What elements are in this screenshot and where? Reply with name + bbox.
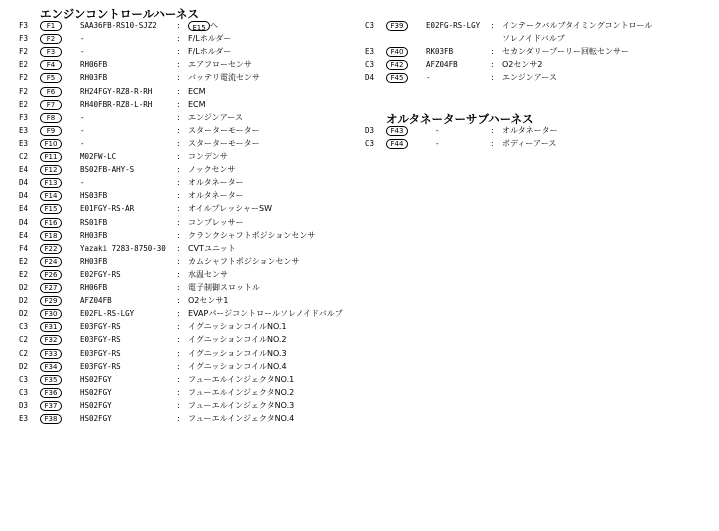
description: O2センサ1	[188, 296, 229, 306]
connector-badge: E15	[188, 21, 210, 31]
connector-row	[0, 413, 340, 425]
grid-ref: F2	[19, 73, 29, 83]
grid-ref: D3	[365, 126, 375, 135]
connector-row	[0, 256, 340, 268]
grid-ref: D4	[365, 73, 375, 83]
part-number: E03FGY-RS	[80, 335, 121, 345]
connector-badge: F32	[40, 335, 62, 345]
description: スターターモーター	[188, 125, 260, 135]
description: フューエルインジェクタNO.2	[188, 387, 295, 397]
connector-badge: F29	[40, 296, 62, 306]
connector-badge: F2	[40, 34, 62, 44]
description: エンジンアース	[502, 73, 557, 83]
colon: :	[177, 152, 180, 161]
grid-ref: F2	[19, 86, 29, 96]
connector-badge: F22	[40, 244, 62, 254]
colon: :	[177, 243, 180, 253]
description: カムシャフトポジションセンサ	[188, 256, 300, 266]
part-number: RK03FB	[426, 47, 454, 57]
connector-badge: F37	[40, 401, 62, 411]
description: イグニッションコイルNO.3	[188, 348, 287, 358]
connector-row	[0, 177, 340, 189]
connector-badge: F33	[40, 349, 62, 359]
description: 電子制御スロットル	[188, 283, 260, 292]
grid-ref: D2	[19, 309, 29, 319]
description: O2センサ2	[502, 60, 543, 70]
colon: :	[177, 165, 180, 175]
description: オルタネーター	[502, 126, 558, 135]
description: コンデンサ	[188, 152, 228, 161]
connector-row	[0, 151, 340, 163]
connector-row	[0, 361, 340, 373]
description: ECM	[188, 86, 206, 96]
part-number: HS03FB	[80, 191, 108, 201]
grid-ref: D4	[19, 217, 29, 227]
connector-badge: F43	[386, 126, 408, 136]
connector-badge: F3	[40, 47, 62, 57]
colon: :	[177, 73, 180, 83]
description: バッテリ電流センサ	[188, 73, 260, 83]
part-number: -	[80, 125, 85, 135]
colon: :	[491, 60, 494, 70]
part-number: HS02FGY	[80, 387, 112, 397]
part-number: RH03FB	[80, 230, 108, 240]
connector-row	[0, 282, 340, 294]
colon: :	[177, 217, 180, 227]
part-number: E01FGY-RS-AR	[80, 204, 135, 214]
part-number: -	[80, 47, 85, 57]
grid-ref: F3	[19, 112, 29, 122]
connector-row	[0, 72, 719, 84]
part-number: E02FL-RS-LGY	[80, 309, 135, 319]
connector-row	[0, 308, 343, 320]
connector-row	[0, 112, 340, 124]
connector-badge: F42	[386, 60, 408, 70]
connector-row	[0, 33, 719, 45]
colon: :	[177, 138, 180, 148]
grid-ref: D4	[19, 178, 29, 188]
colon: :	[177, 21, 180, 30]
part-number: HS02FGY	[80, 414, 112, 423]
connector-badge: F8	[40, 113, 62, 123]
grid-ref: C3	[19, 322, 29, 332]
part-number: RH03FB	[80, 256, 108, 266]
colon: :	[177, 387, 180, 397]
connector-badge: F13	[40, 178, 62, 188]
connector-badge: F30	[40, 309, 62, 319]
part-number: E03FGY-RS	[80, 361, 121, 371]
colon: :	[177, 86, 180, 96]
description: エンジンアース	[188, 112, 243, 122]
description: EVAPパージコントロールソレノイドバルブ	[188, 309, 343, 319]
colon: :	[177, 348, 180, 358]
grid-ref: E3	[19, 414, 29, 423]
connector-row	[0, 164, 340, 176]
grid-ref: E2	[19, 256, 29, 266]
part-number: -	[80, 34, 85, 44]
connector-row	[0, 46, 719, 58]
part-number: AFZ04FB	[426, 60, 458, 70]
part-number: E02FG-RS-LGY	[426, 21, 481, 30]
description: ボディーアース	[502, 139, 557, 149]
connector-row	[0, 217, 340, 229]
grid-ref: F2	[19, 47, 29, 57]
colon: :	[177, 60, 180, 70]
colon: :	[177, 361, 180, 371]
grid-ref: C3	[365, 60, 375, 70]
colon: :	[177, 178, 180, 188]
description: オイルプレッシャーSW	[188, 204, 273, 214]
description: オルタネーター	[188, 178, 244, 188]
colon: :	[177, 374, 180, 384]
part-number: -	[80, 138, 85, 148]
part-number: -	[426, 73, 431, 83]
grid-ref: C2	[19, 152, 29, 161]
grid-ref: C3	[19, 374, 29, 384]
engine-control-harness-title: エンジンコントロールハーネス	[40, 7, 199, 21]
description: ノックセンサ	[188, 165, 236, 175]
description: 水温センサ	[188, 269, 228, 279]
grid-ref: D4	[19, 191, 29, 201]
part-number: RH06FB	[80, 60, 108, 70]
colon: :	[177, 283, 180, 292]
part-number: BS02FB-AHY-S	[80, 165, 135, 175]
colon: :	[177, 335, 180, 345]
part-number: Yazaki 7283-8750-30	[80, 243, 166, 253]
description: コンプレッサー	[188, 217, 244, 227]
connector-row	[0, 125, 719, 137]
part-number: RH06FB	[80, 283, 108, 292]
connector-badge: F36	[40, 388, 62, 398]
connector-badge: F18	[40, 231, 62, 241]
grid-ref: C3	[19, 387, 29, 397]
description: クランクシャフトポジションセンサ	[188, 230, 316, 240]
grid-ref: E2	[19, 269, 29, 279]
part-number: SAA36FB-RS10-SJZ2	[80, 21, 157, 30]
colon: :	[491, 139, 494, 149]
connector-row	[0, 20, 719, 32]
description: エアフローセンサ	[188, 60, 252, 70]
grid-ref: E2	[19, 99, 29, 109]
connector-badge: F40	[386, 47, 408, 57]
description: F/Lホルダー	[188, 34, 232, 44]
grid-ref: C2	[19, 335, 29, 345]
connector-row	[0, 334, 340, 346]
description: フューエルインジェクタNO.1	[188, 374, 295, 384]
grid-ref: F3	[19, 21, 29, 30]
part-number: -	[80, 178, 85, 188]
colon: :	[491, 47, 494, 57]
connector-row	[0, 400, 340, 412]
description-suffix: へ	[210, 21, 218, 30]
connector-badge: F24	[40, 257, 62, 267]
description: イグニッションコイルNO.4	[188, 361, 287, 371]
part-number: HS02FGY	[80, 374, 112, 384]
connector-badge: F39	[386, 21, 408, 31]
grid-ref: D3	[19, 400, 29, 410]
connector-badge: F44	[386, 139, 408, 149]
colon: :	[177, 47, 180, 57]
connector-row	[0, 230, 340, 242]
connector-badge: F9	[40, 126, 62, 136]
grid-ref: F3	[19, 34, 29, 44]
part-number: AFZ04FB	[80, 296, 112, 306]
connector-badge: F6	[40, 87, 62, 97]
connector-row	[0, 243, 340, 255]
description: ECM	[188, 99, 206, 109]
grid-ref: E4	[19, 165, 29, 175]
description: イグニッションコイルNO.2	[188, 335, 287, 345]
connector-badge: F31	[40, 322, 62, 332]
colon: :	[177, 112, 180, 122]
connector-badge: F1	[40, 21, 62, 31]
colon: :	[177, 296, 180, 306]
connector-row	[0, 387, 340, 399]
colon: :	[177, 309, 180, 319]
description: スターターモーター	[188, 138, 260, 148]
grid-ref: E3	[19, 138, 29, 148]
grid-ref: E3	[19, 125, 29, 135]
connector-badge: F45	[386, 73, 408, 83]
connector-badge: F10	[40, 139, 62, 149]
description: イグニッションコイルNO.1	[188, 322, 287, 332]
part-number: RH24FGY-RZ8-R-RH	[80, 86, 153, 96]
colon: :	[177, 230, 180, 240]
colon: :	[177, 269, 180, 279]
part-number: -	[435, 126, 440, 135]
connector-badge: F16	[40, 218, 62, 228]
connector-row	[0, 190, 340, 202]
part-number: M02FW-LC	[80, 152, 117, 161]
grid-ref: C3	[365, 139, 375, 149]
grid-ref: E2	[19, 60, 29, 70]
grid-ref: D2	[19, 283, 29, 292]
part-number: RH03FB	[80, 73, 108, 83]
grid-ref: C2	[19, 348, 29, 358]
connector-badge: F4	[40, 60, 62, 70]
part-number: HS02FGY	[80, 400, 112, 410]
description: フューエルインジェクタNO.3	[188, 400, 295, 410]
colon: :	[491, 73, 494, 83]
connector-row	[0, 99, 340, 111]
colon: :	[177, 256, 180, 266]
connector-badge: F7	[40, 100, 62, 110]
grid-ref: D2	[19, 361, 29, 371]
colon: :	[177, 99, 180, 109]
colon: :	[491, 21, 494, 30]
colon: :	[177, 125, 180, 135]
description: F/Lホルダー	[188, 47, 232, 57]
connector-row	[0, 86, 340, 98]
colon: :	[177, 400, 180, 410]
connector-row	[0, 203, 340, 215]
colon: :	[177, 204, 180, 214]
alternator-sub-harness-title: オルタネーターサブハーネス	[386, 112, 534, 126]
connector-row	[0, 59, 719, 71]
part-number: E03FGY-RS	[80, 348, 121, 358]
part-number: E03FGY-RS	[80, 322, 121, 332]
connector-badge: F27	[40, 283, 62, 293]
colon: :	[177, 34, 180, 44]
part-number: RH40FBR-RZ8-L-RH	[80, 99, 153, 109]
connector-badge: F34	[40, 362, 62, 372]
grid-ref: D2	[19, 296, 29, 306]
connector-row	[0, 348, 340, 360]
description: CVTユニット	[188, 243, 236, 253]
connector-badge: F11	[40, 152, 62, 162]
description: セカンダリープーリー回転センサー	[502, 47, 630, 57]
connector-badge: F26	[40, 270, 62, 280]
part-number: -	[80, 112, 85, 122]
description: インテークバルブタイミングコントロール	[502, 21, 653, 30]
grid-ref: E3	[365, 47, 375, 57]
connector-row	[0, 374, 340, 386]
connector-row	[0, 269, 340, 281]
colon: :	[177, 322, 180, 332]
connector-badge: F35	[40, 375, 62, 385]
connector-badge: F38	[40, 414, 62, 424]
grid-ref: F4	[19, 243, 29, 253]
colon: :	[491, 126, 494, 135]
connector-row	[0, 295, 340, 307]
grid-ref: E4	[19, 230, 29, 240]
connector-badge: F12	[40, 165, 62, 175]
connector-badge: F14	[40, 191, 62, 201]
connector-badge: F15	[40, 204, 62, 214]
grid-ref: E4	[19, 204, 29, 214]
part-number: E02FGY-RS	[80, 269, 121, 279]
colon: :	[177, 414, 180, 423]
part-number: -	[435, 139, 440, 149]
connector-row	[0, 138, 719, 150]
description: フューエルインジェクタNO.4	[188, 414, 295, 423]
description: ソレノイドバルブ	[502, 34, 565, 44]
colon: :	[177, 191, 180, 201]
connector-badge: F5	[40, 73, 62, 83]
part-number: RS01FB	[80, 217, 108, 227]
grid-ref: C3	[365, 21, 375, 30]
description: オルタネーター	[188, 191, 244, 201]
connector-row	[0, 321, 340, 333]
